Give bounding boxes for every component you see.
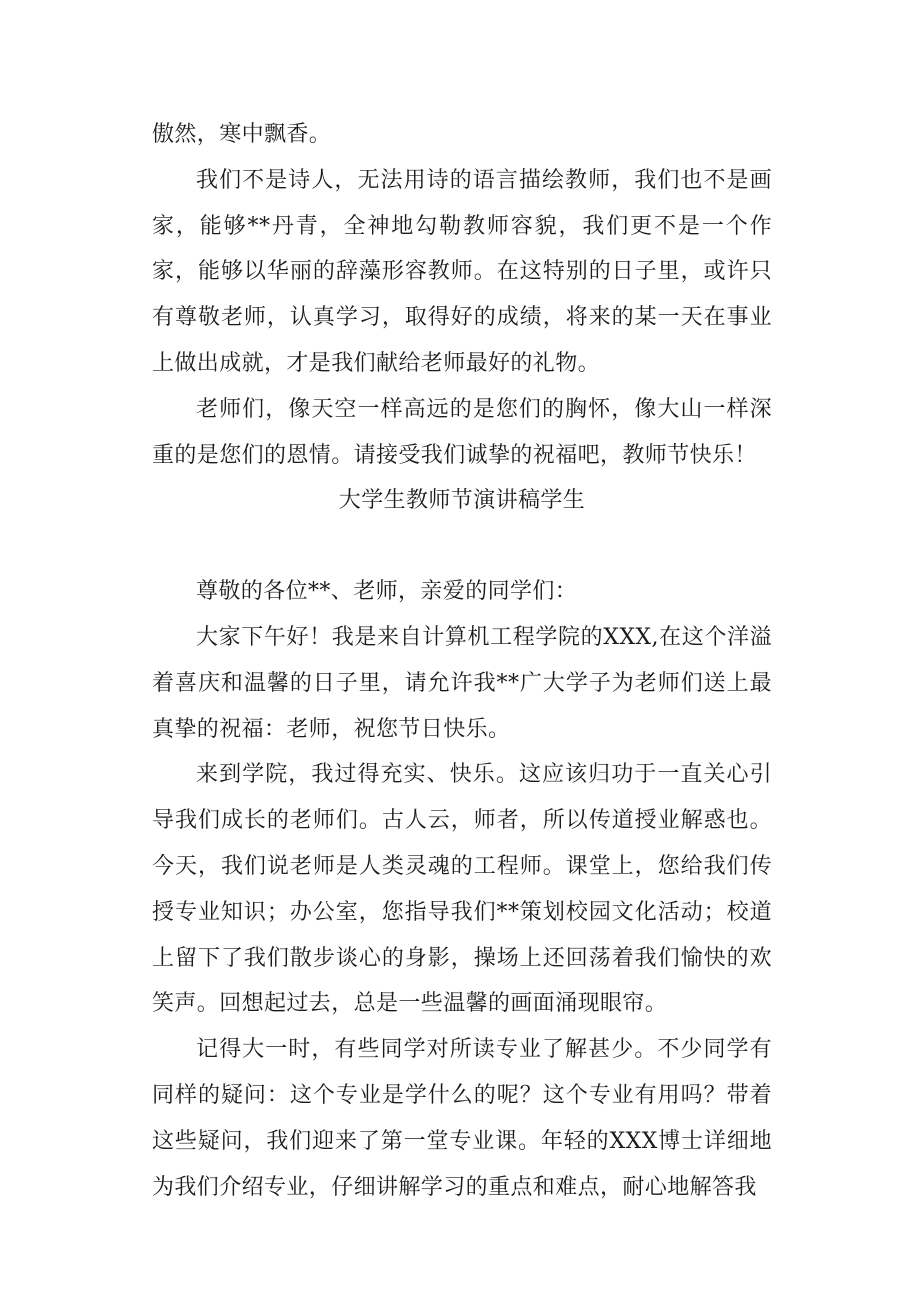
paragraph-introduction: 大家下午好！我是来自计算机工程学院的XXX,在这个洋溢着喜庆和温馨的日子里，请允许我**广大学子为老师们送上最真挚的祝福：老师，祝您节日快乐。 xyxy=(152,624,772,742)
paragraph-greeting: 尊敬的各位**、老师，亲爱的同学们： xyxy=(196,579,578,605)
paragraph-college-life: 来到学院，我过得充实、快乐。这应该归功于一直关心引导我们成长的老师们。古人云，师者，所以传道授业解惑也。今天，我们说老师是人类灵魂的工程师。课堂上，您给我们传授专业知识；办公室，您指导我们**策划校园文化活动；校道上留下了我们散步谈心的身影，操场上还回荡着我们愉快的欢笑声。回想起过去，总是一些温馨的画面涌现眼帘。 xyxy=(152,762,772,1017)
paragraph-not-poets: 我们不是诗人，无法用诗的语言描绘教师，我们也不是画家，能够**丹青，全神地勾勒教师容貌，我们更不是一个作家，能够以华丽的辞藻形容教师。在这特别的日子里，或许只有尊敬老师，认真学习，取得好的成绩，将来的某一天在事业上做出成就，才是我们献给老师最好的礼物。 xyxy=(152,167,772,376)
section-title: 大学生教师节演讲稿学生 xyxy=(338,488,586,514)
paragraph-teachers-blessing: 老师们，像天空一样高远的是您们的胸怀，像大山一样深重的是您们的恩情。请接受我们诚挚的祝福吧，教师节快乐！ xyxy=(152,396,772,468)
document-body xyxy=(152,112,772,1210)
paragraph-first-year: 记得大一时，有些同学对所读专业了解甚少。不少同学有同样的疑问：这个专业是学什么的呢？这个专业有用吗？带着这些疑问，我们迎来了第一堂专业课。年轻的XXX博士详细地为我们介绍专业，仔细讲解学习的重点和难点，耐心地解答我 xyxy=(152,1037,772,1200)
paragraph-continuation: 傲然，寒中飘香。 xyxy=(152,122,332,147)
